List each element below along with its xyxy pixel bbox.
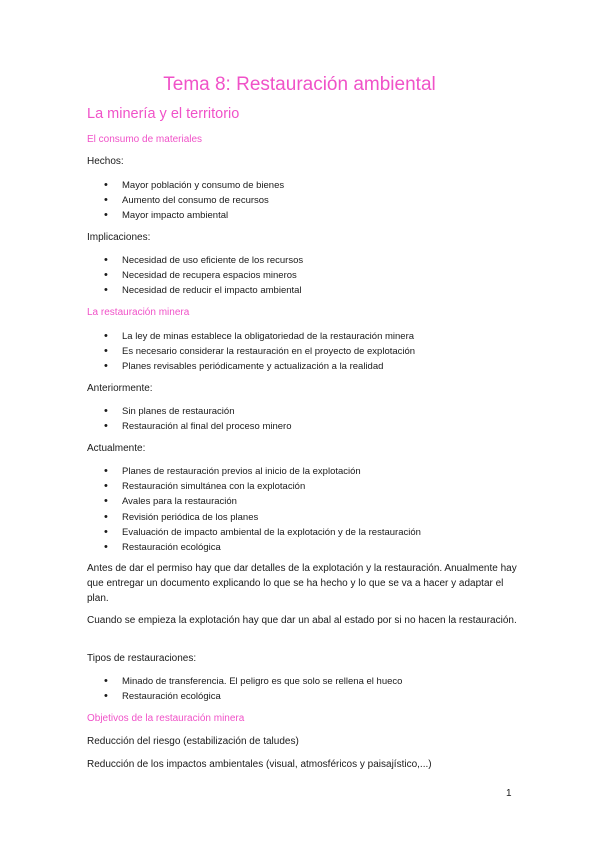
list-item: • Restauración al final del proceso minero (87, 419, 292, 434)
paragraph-permiso: Antes de dar el permiso hay que dar detalles de la explotación y la restauración. Anualmente hay que entregar un documento explicando lo que se ha hecho y lo que se va a hacer y adaptar el plan. (87, 563, 517, 604)
implicaciones-label: Implicaciones: (87, 232, 151, 243)
list-item: • Necesidad de uso eficiente de los recursos (87, 253, 303, 268)
list-item: • Minado de transferencia. El peligro es que solo se rellena el hueco (87, 674, 402, 689)
list-item: • Es necesario considerar la restauración en el proyecto de explotación (87, 344, 415, 359)
subsection-restauracion: La restauración minera (87, 307, 190, 318)
hechos-label: Hechos: (87, 156, 124, 167)
list-item: • Necesidad de recupera espacios mineros (87, 268, 303, 283)
objetivo-impactos: Reducción de los impactos ambientales (visual, atmosféricos y paisajístico,...) (87, 759, 432, 770)
list-item: • Sin planes de restauración (87, 404, 292, 419)
list-item: • Restauración simultánea con la explotación (87, 479, 421, 494)
paragraph-abal: Cuando se empieza la explotación hay que dar un abal al estado por si no hacen la restauración. (87, 615, 517, 626)
objetivo-riesgo: Reducción del riesgo (estabilización de taludes) (87, 736, 299, 747)
list-item: • Necesidad de reducir el impacto ambiental (87, 283, 303, 298)
hechos-list (87, 178, 284, 224)
list-item: • Planes revisables periódicamente y actualización a la realidad (87, 359, 415, 374)
document-title: Tema 8: Restauración ambiental (163, 74, 436, 95)
actualmente-list (87, 464, 421, 555)
anteriormente-label: Anteriormente: (87, 383, 153, 394)
list-item: • Restauración ecológica (87, 689, 402, 704)
list-item: • Mayor impacto ambiental (87, 208, 284, 223)
list-item: • Aumento del consumo de recursos (87, 193, 284, 208)
subsection-objetivos: Objetivos de la restauración minera (87, 713, 245, 724)
list-item: • Planes de restauración previos al inicio de la explotación (87, 464, 421, 479)
list-item: • Evaluación de impacto ambiental de la explotación y de la restauración (87, 525, 421, 540)
tipos-label: Tipos de restauraciones: (87, 653, 197, 664)
implicaciones-list (87, 253, 303, 299)
restauracion-list (87, 329, 415, 375)
list-item: • Mayor población y consumo de bienes (87, 178, 284, 193)
page-number: 1 (506, 788, 512, 799)
list-item: • Avales para la restauración (87, 494, 421, 509)
subsection-consumo: El consumo de materiales (87, 134, 203, 145)
actualmente-label: Actualmente: (87, 443, 146, 454)
anteriormente-list (87, 404, 292, 434)
list-item: • Revisión periódica de los planes (87, 510, 421, 525)
section-heading: La minería y el territorio (87, 106, 240, 122)
list-item: • Restauración ecológica (87, 540, 421, 555)
list-item: • La ley de minas establece la obligatoriedad de la restauración minera (87, 329, 415, 344)
tipos-list (87, 674, 402, 704)
